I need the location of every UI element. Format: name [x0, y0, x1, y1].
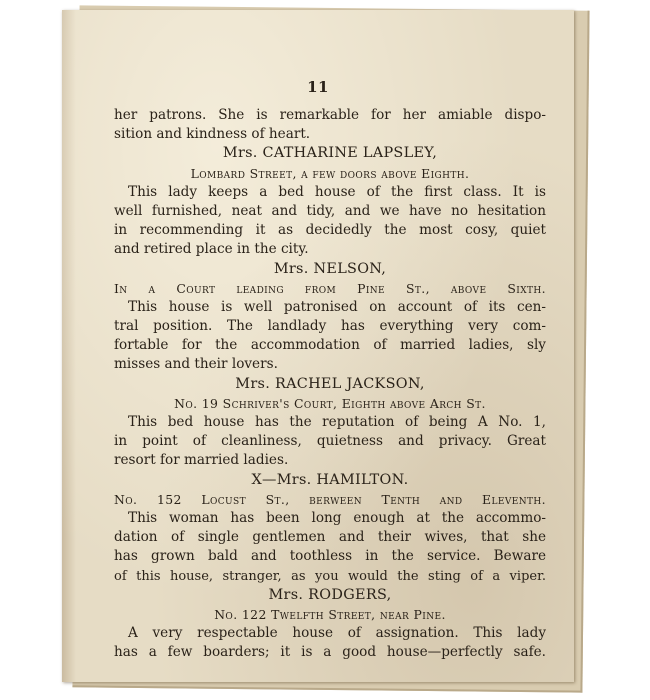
entry-address: No. 152 Locust St., berween Tenth and Eleventh.: [114, 491, 546, 507]
entry-name: Mrs. RODGERS,: [268, 586, 392, 603]
text-line: of this house, stranger, as you would the sting of a viper.: [114, 568, 546, 584]
entry-name: Mrs. CATHARINE LAPSLEY,: [222, 145, 438, 162]
text-line: well furnished, neat and tidy, and we have no hesitation: [114, 202, 546, 219]
text-line: dation of single gentlemen and their wives, that she: [114, 529, 546, 546]
entry-name: X—Mrs. HAMILTON.: [251, 471, 409, 488]
text-line: sition and kindness of heart.: [114, 126, 311, 143]
text-line: resort for married ladies.: [114, 452, 289, 469]
text-line: A very respectable house of assignation. This lady: [128, 625, 546, 642]
book-page: [62, 10, 574, 682]
entry-address: In a Court leading from Pine St., above Sixth.: [114, 280, 546, 296]
text-line: in recommending it as decidedly the most cosy, quiet: [114, 222, 546, 239]
text-line: misses and their lovers.: [114, 356, 278, 373]
entry-name: Mrs. RACHEL JACKSON,: [235, 375, 425, 392]
entry-address: No. 122 Twelfth Street, near Pine.: [214, 606, 446, 622]
text-line: has grown bald and toothless in the service. Beware: [114, 548, 546, 565]
page-text: [114, 106, 546, 662]
text-line: in point of cleanliness, quietness and privacy. Great: [114, 433, 546, 450]
entry-name: Mrs. NELSON,: [273, 260, 387, 277]
entry-address: Lombard Street, a few doors above Eighth.: [190, 165, 470, 181]
text-line: This house is well patronised on account of its cen-: [128, 298, 546, 315]
text-line: tral position. The landlady has everything very com-: [114, 318, 546, 335]
entry-address: No. 19 Schriver's Court, Eighth above Arch St.: [174, 395, 486, 411]
text-line: and retired place in the city.: [114, 241, 309, 258]
text-line: This bed house has the reputation of being A No. 1,: [128, 414, 546, 430]
text-line: This lady keeps a bed house of the first class. It is: [128, 183, 546, 200]
page-number: 11: [307, 78, 329, 96]
text-line: This woman has been long enough at the accommo-: [128, 509, 546, 526]
text-line: her patrons. She is remarkable for her amiable dispo-: [114, 107, 546, 123]
text-line: has a few boarders; it is a good house—perfectly safe.: [114, 644, 546, 661]
text-line: fortable for the accommodation of married ladies, sly: [114, 337, 546, 354]
